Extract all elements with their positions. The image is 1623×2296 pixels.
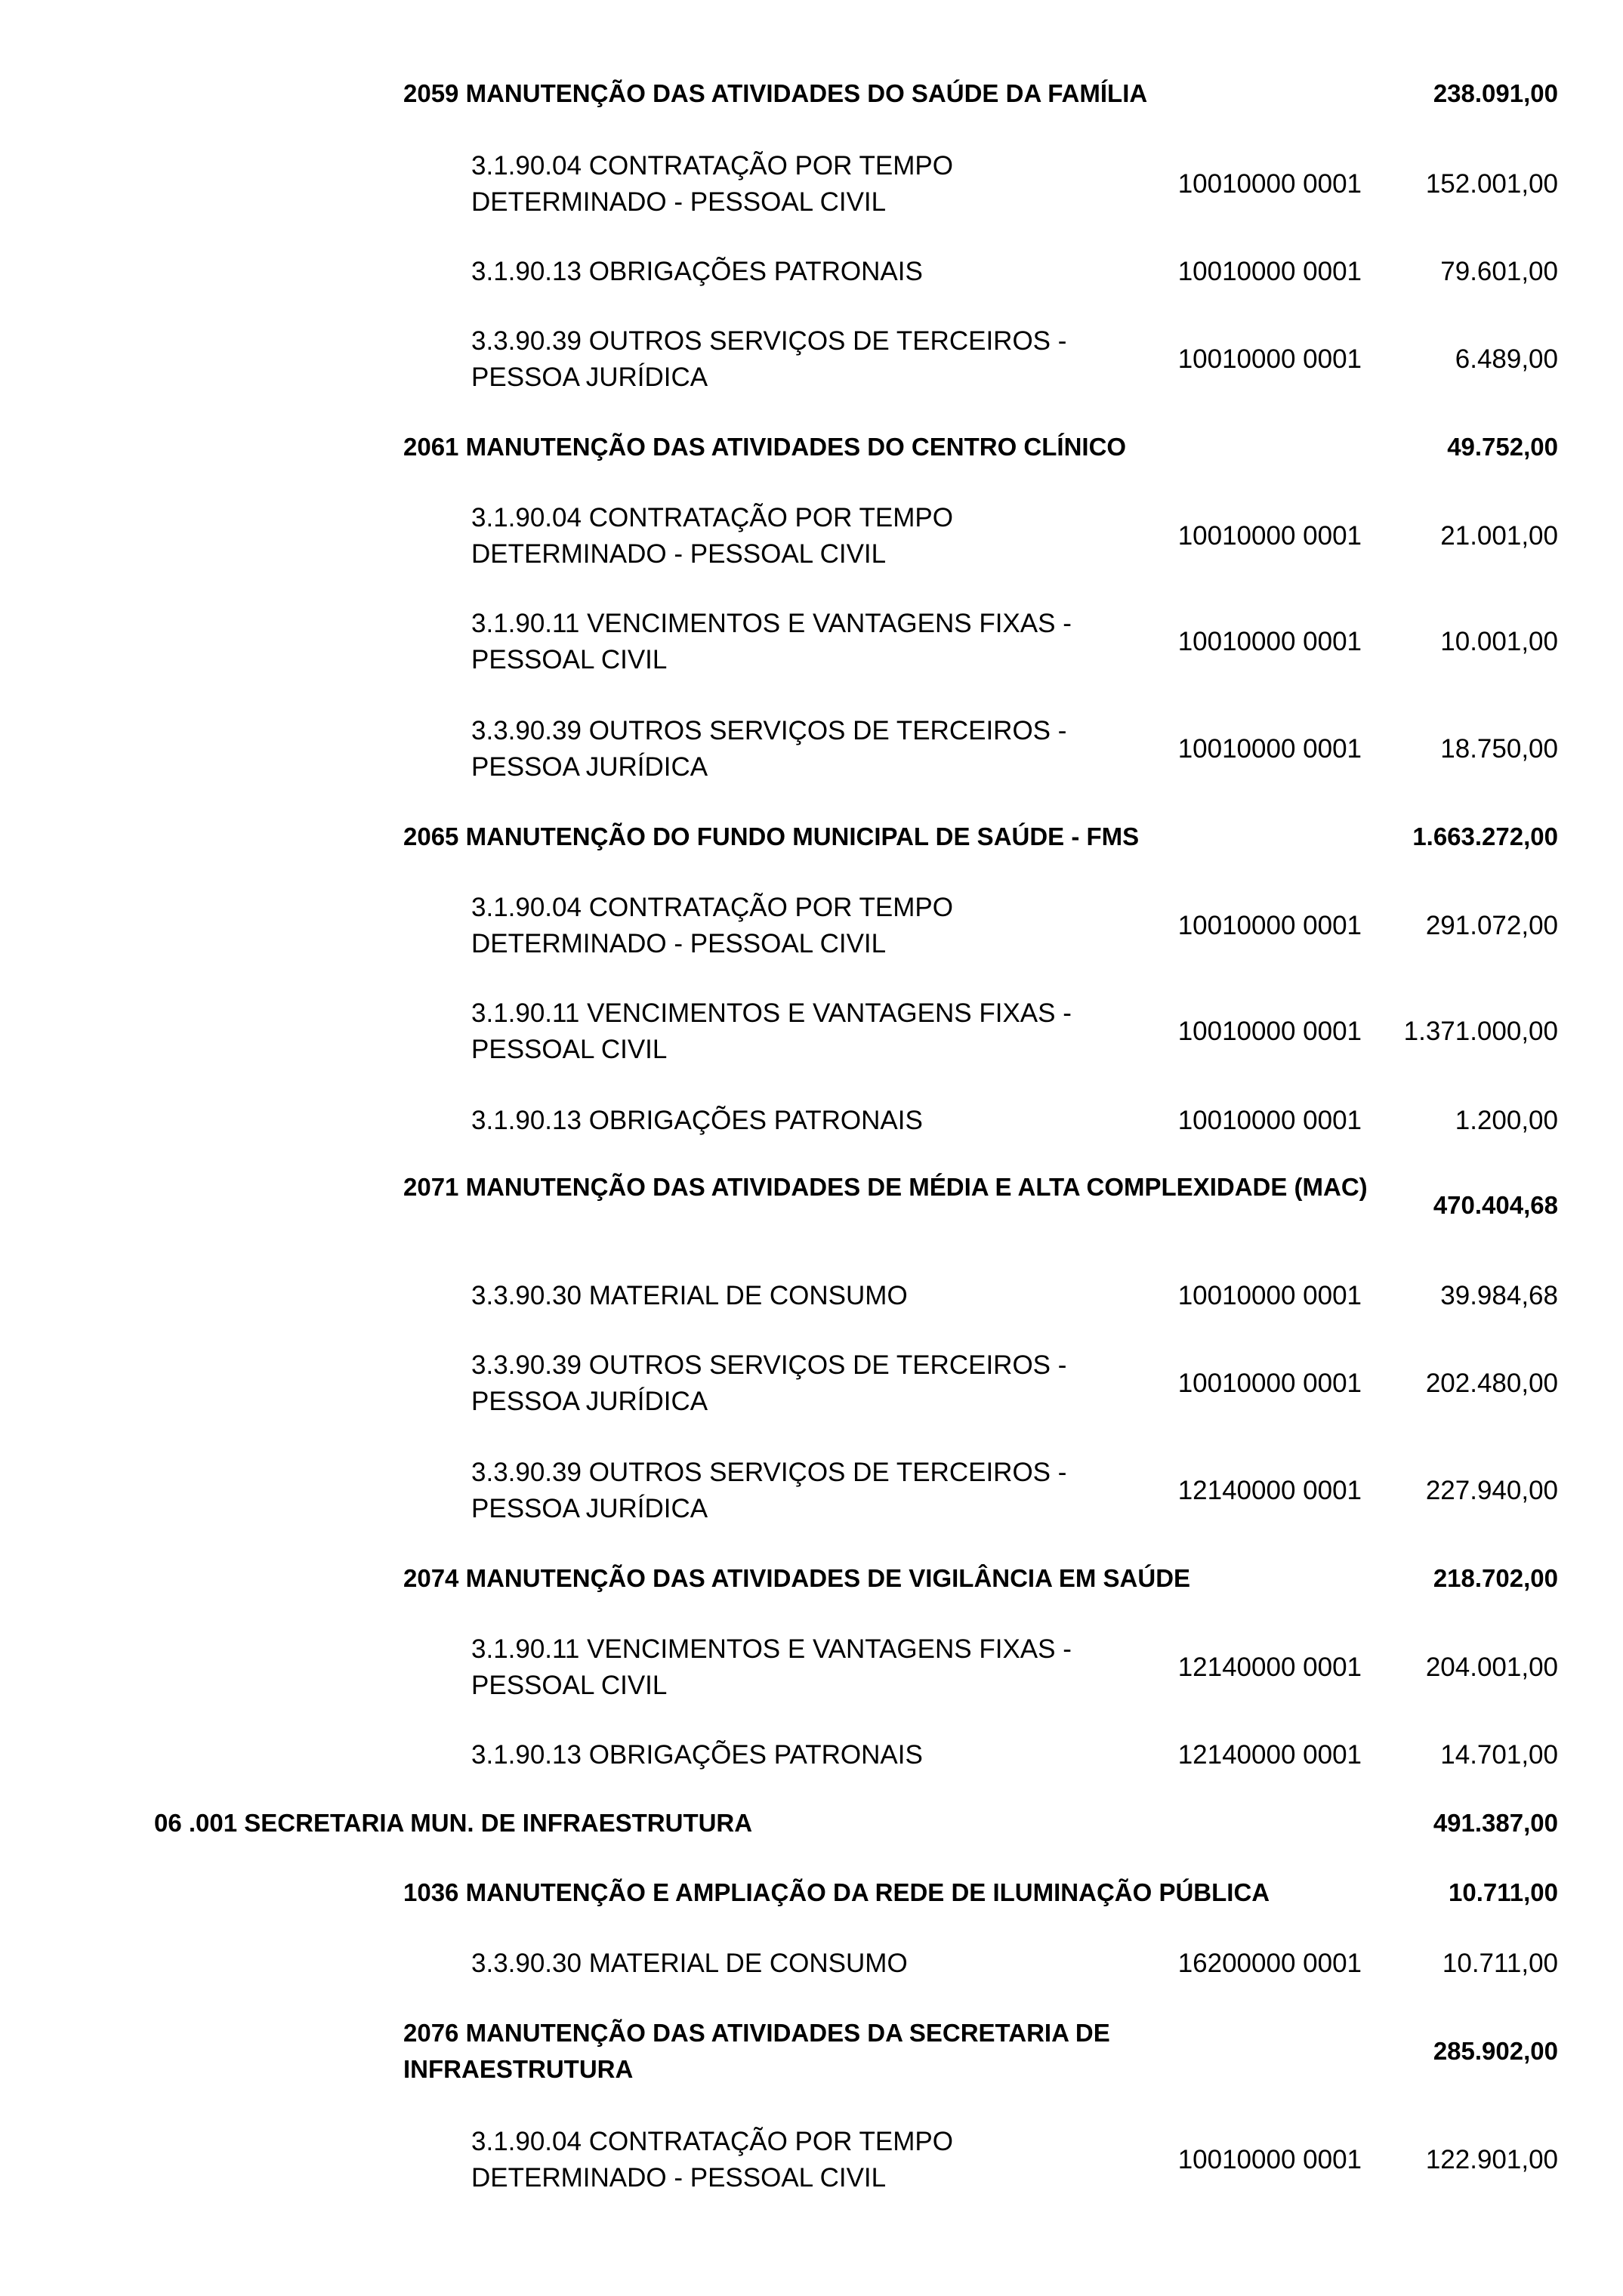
item-description: 3.1.90.11 VENCIMENTOS E VANTAGENS FIXAS - PESSOAL CIVIL bbox=[471, 998, 1072, 1064]
action-value: 470.404,68 bbox=[1433, 1191, 1558, 1219]
item-source: 10010000 0001 bbox=[1177, 1106, 1362, 1135]
item-description: 3.3.90.30 MATERIAL DE CONSUMO bbox=[471, 1281, 908, 1310]
unit-title: 06 .001 SECRETARIA MUN. DE INFRAESTRUTURA bbox=[154, 1809, 753, 1837]
item-description: 3.1.90.04 CONTRATAÇÃO POR TEMPO DETERMINADO - PESSOAL CIVIL bbox=[471, 503, 953, 569]
item-value: 152.001,00 bbox=[1425, 169, 1558, 199]
unit-value: 491.387,00 bbox=[1433, 1809, 1558, 1837]
item-source: 10010000 0001 bbox=[1177, 1281, 1362, 1310]
item-description: 3.3.90.39 OUTROS SERVIÇOS DE TERCEIROS - PESSOA JURÍDICA bbox=[471, 716, 1067, 782]
item-value: 291.072,00 bbox=[1425, 911, 1558, 940]
item-source: 10010000 0001 bbox=[1177, 2145, 1362, 2174]
item-description: 3.1.90.04 CONTRATAÇÃO POR TEMPO DETERMINADO - PESSOAL CIVIL bbox=[471, 893, 953, 958]
item-source: 10010000 0001 bbox=[1177, 344, 1362, 374]
action-title: 2076 MANUTENÇÃO DAS ATIVIDADES DA SECRETARIA DE INFRAESTRUTURA bbox=[403, 2019, 1110, 2083]
action-title: 2059 MANUTENÇÃO DAS ATIVIDADES DO SAÚDE DA FAMÍLIA bbox=[403, 79, 1148, 107]
action-title: 2071 MANUTENÇÃO DAS ATIVIDADES DE MÉDIA E ALTA COMPLEXIDADE (MAC) bbox=[403, 1173, 1368, 1201]
item-source: 12140000 0001 bbox=[1177, 1653, 1362, 1682]
item-description: 3.3.90.30 MATERIAL DE CONSUMO bbox=[471, 1949, 908, 1978]
item-value: 204.001,00 bbox=[1425, 1653, 1558, 1682]
item-source: 10010000 0001 bbox=[1177, 911, 1362, 940]
item-value: 202.480,00 bbox=[1425, 1369, 1558, 1398]
item-value: 6.489,00 bbox=[1455, 344, 1558, 374]
item-value: 21.001,00 bbox=[1440, 521, 1558, 551]
action-title: 2074 MANUTENÇÃO DAS ATIVIDADES DE VIGILÂNCIA EM SAÚDE bbox=[403, 1564, 1191, 1592]
item-source: 10010000 0001 bbox=[1177, 257, 1362, 286]
item-source: 10010000 0001 bbox=[1177, 627, 1362, 656]
item-description: 3.1.90.13 OBRIGAÇÕES PATRONAIS bbox=[471, 1740, 923, 1770]
item-description: 3.1.90.11 VENCIMENTOS E VANTAGENS FIXAS - PESSOAL CIVIL bbox=[471, 609, 1072, 674]
item-value: 18.750,00 bbox=[1440, 734, 1558, 764]
item-value: 227.940,00 bbox=[1425, 1476, 1558, 1505]
item-description: 3.3.90.39 OUTROS SERVIÇOS DE TERCEIROS - PESSOA JURÍDICA bbox=[471, 1350, 1067, 1416]
item-source: 16200000 0001 bbox=[1177, 1949, 1362, 1978]
action-value: 49.752,00 bbox=[1447, 433, 1558, 461]
item-description: 3.1.90.13 OBRIGAÇÕES PATRONAIS bbox=[471, 257, 923, 286]
item-description: 3.1.90.04 CONTRATAÇÃO POR TEMPO DETERMINADO - PESSOAL CIVIL bbox=[471, 2127, 953, 2193]
action-title: 2061 MANUTENÇÃO DAS ATIVIDADES DO CENTRO CLÍNICO bbox=[403, 433, 1127, 461]
action-value: 218.702,00 bbox=[1433, 1564, 1558, 1592]
item-value: 10.711,00 bbox=[1442, 1949, 1558, 1978]
item-description: 3.3.90.39 OUTROS SERVIÇOS DE TERCEIROS - PESSOA JURÍDICA bbox=[471, 1458, 1067, 1523]
item-value: 79.601,00 bbox=[1440, 257, 1558, 286]
item-source: 12140000 0001 bbox=[1177, 1740, 1362, 1770]
item-source: 10010000 0001 bbox=[1177, 1017, 1362, 1046]
item-value: 39.984,68 bbox=[1440, 1281, 1558, 1310]
item-description: 3.1.90.04 CONTRATAÇÃO POR TEMPO DETERMINADO - PESSOAL CIVIL bbox=[471, 151, 953, 217]
item-source: 10010000 0001 bbox=[1177, 521, 1362, 551]
item-source: 10010000 0001 bbox=[1177, 1369, 1362, 1398]
item-value: 14.701,00 bbox=[1440, 1740, 1558, 1770]
action-value: 10.711,00 bbox=[1449, 1878, 1558, 1906]
item-value: 122.901,00 bbox=[1425, 2145, 1558, 2174]
action-value: 238.091,00 bbox=[1433, 79, 1558, 107]
item-description: 3.1.90.13 OBRIGAÇÕES PATRONAIS bbox=[471, 1106, 923, 1135]
action-value: 1.663.272,00 bbox=[1412, 822, 1558, 850]
item-value: 1.371.000,00 bbox=[1403, 1017, 1558, 1046]
action-value: 285.902,00 bbox=[1433, 2037, 1558, 2065]
action-title: 2065 MANUTENÇÃO DO FUNDO MUNICIPAL DE SAÚDE - FMS bbox=[403, 822, 1140, 850]
item-source: 12140000 0001 bbox=[1177, 1476, 1362, 1505]
item-description: 3.3.90.39 OUTROS SERVIÇOS DE TERCEIROS - PESSOA JURÍDICA bbox=[471, 326, 1067, 392]
item-description: 3.1.90.11 VENCIMENTOS E VANTAGENS FIXAS - PESSOAL CIVIL bbox=[471, 1634, 1072, 1700]
action-title: 1036 MANUTENÇÃO E AMPLIAÇÃO DA REDE DE ILUMINAÇÃO PÚBLICA bbox=[403, 1878, 1270, 1906]
item-source: 10010000 0001 bbox=[1177, 734, 1362, 764]
item-source: 10010000 0001 bbox=[1177, 169, 1362, 199]
item-value: 10.001,00 bbox=[1440, 627, 1558, 656]
item-value: 1.200,00 bbox=[1455, 1106, 1558, 1135]
